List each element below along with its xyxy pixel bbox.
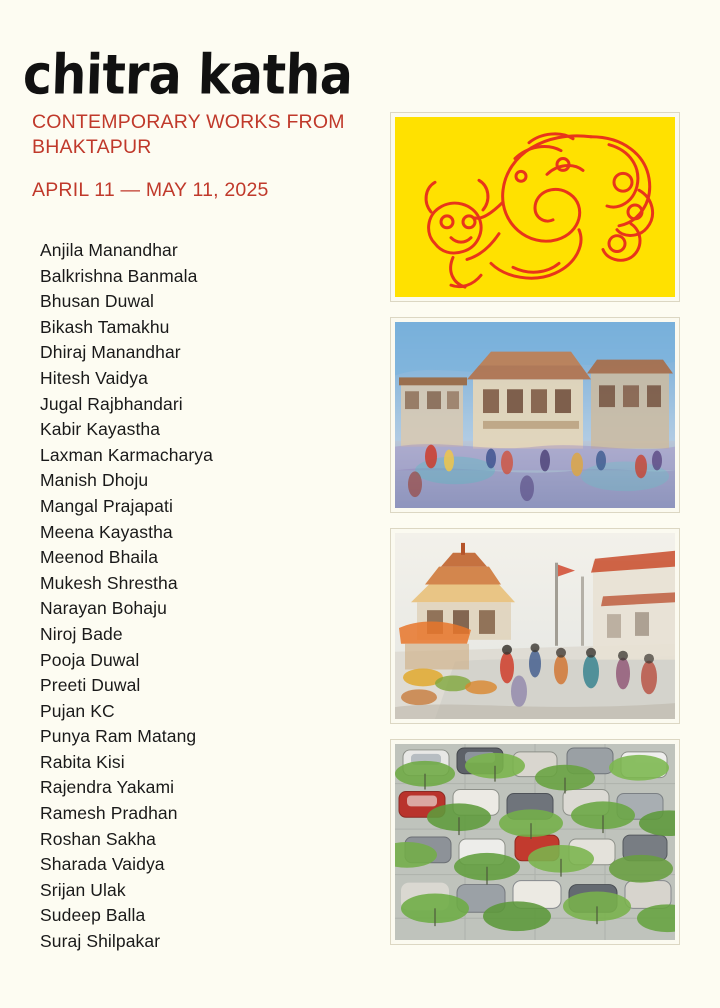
list-item: Sharada Vaidya: [40, 854, 165, 875]
list-item: Sudeep Balla: [40, 905, 146, 926]
list-item: Manish Dhoju: [40, 470, 149, 491]
list-item: Mangal Prajapati: [40, 495, 173, 516]
artwork-column: [390, 112, 680, 960]
list-item: Jugal Rajbhandari: [40, 393, 183, 414]
list-item: Balkrishna Banmala: [40, 265, 198, 286]
artwork-frame-2: [390, 317, 680, 513]
list-item: Meenod Bhaila: [40, 547, 159, 568]
list-item: Kabir Kayastha: [40, 419, 161, 440]
list-item: Pujan KC: [40, 700, 115, 721]
list-item: Bikash Tamakhu: [40, 316, 170, 337]
artwork-frame-1: [390, 112, 680, 302]
exhibition-dates: APRIL 11 — MAY 11, 2025: [32, 179, 269, 201]
list-item: Hitesh Vaidya: [40, 367, 148, 388]
list-item: Ramesh Pradhan: [40, 803, 178, 824]
list-item: Pooja Duwal: [40, 649, 140, 670]
list-item: Niroj Bade: [40, 623, 123, 644]
gallery-logo-text: chitra katha: [22, 42, 354, 107]
street-market-watercolor: [395, 533, 675, 719]
list-item: Srijan Ulak: [40, 879, 126, 900]
list-item: Mukesh Shrestha: [40, 572, 178, 593]
list-item: Narayan Bohaju: [40, 598, 167, 619]
artwork-frame-4: [390, 739, 680, 945]
list-item: Meena Kayastha: [40, 521, 173, 542]
list-item: Rajendra Yakami: [40, 777, 175, 798]
list-item: Laxman Karmacharya: [40, 444, 213, 465]
exhibition-title: CONTEMPORARY WORKS FROM BHAKTAPUR: [32, 111, 345, 158]
list-item: Punya Ram Matang: [40, 726, 197, 747]
artwork-frame-3: [390, 528, 680, 724]
list-item: Anjila Manandhar: [40, 240, 178, 260]
gallery-logo: [22, 42, 444, 107]
list-item: Suraj Shilpakar: [40, 931, 161, 952]
yellow-lion-lineart: [395, 117, 675, 297]
list-item: Rabita Kisi: [40, 751, 125, 772]
list-item: Roshan Sakha: [40, 828, 157, 849]
cars-and-umbrellas-painting: [395, 744, 675, 940]
artist-list: [40, 238, 370, 955]
list-item: Dhiraj Manandhar: [40, 342, 181, 363]
temple-square-watercolor: [395, 322, 675, 508]
list-item: Bhusan Duwal: [40, 291, 155, 312]
list-item: Preeti Duwal: [40, 675, 141, 696]
